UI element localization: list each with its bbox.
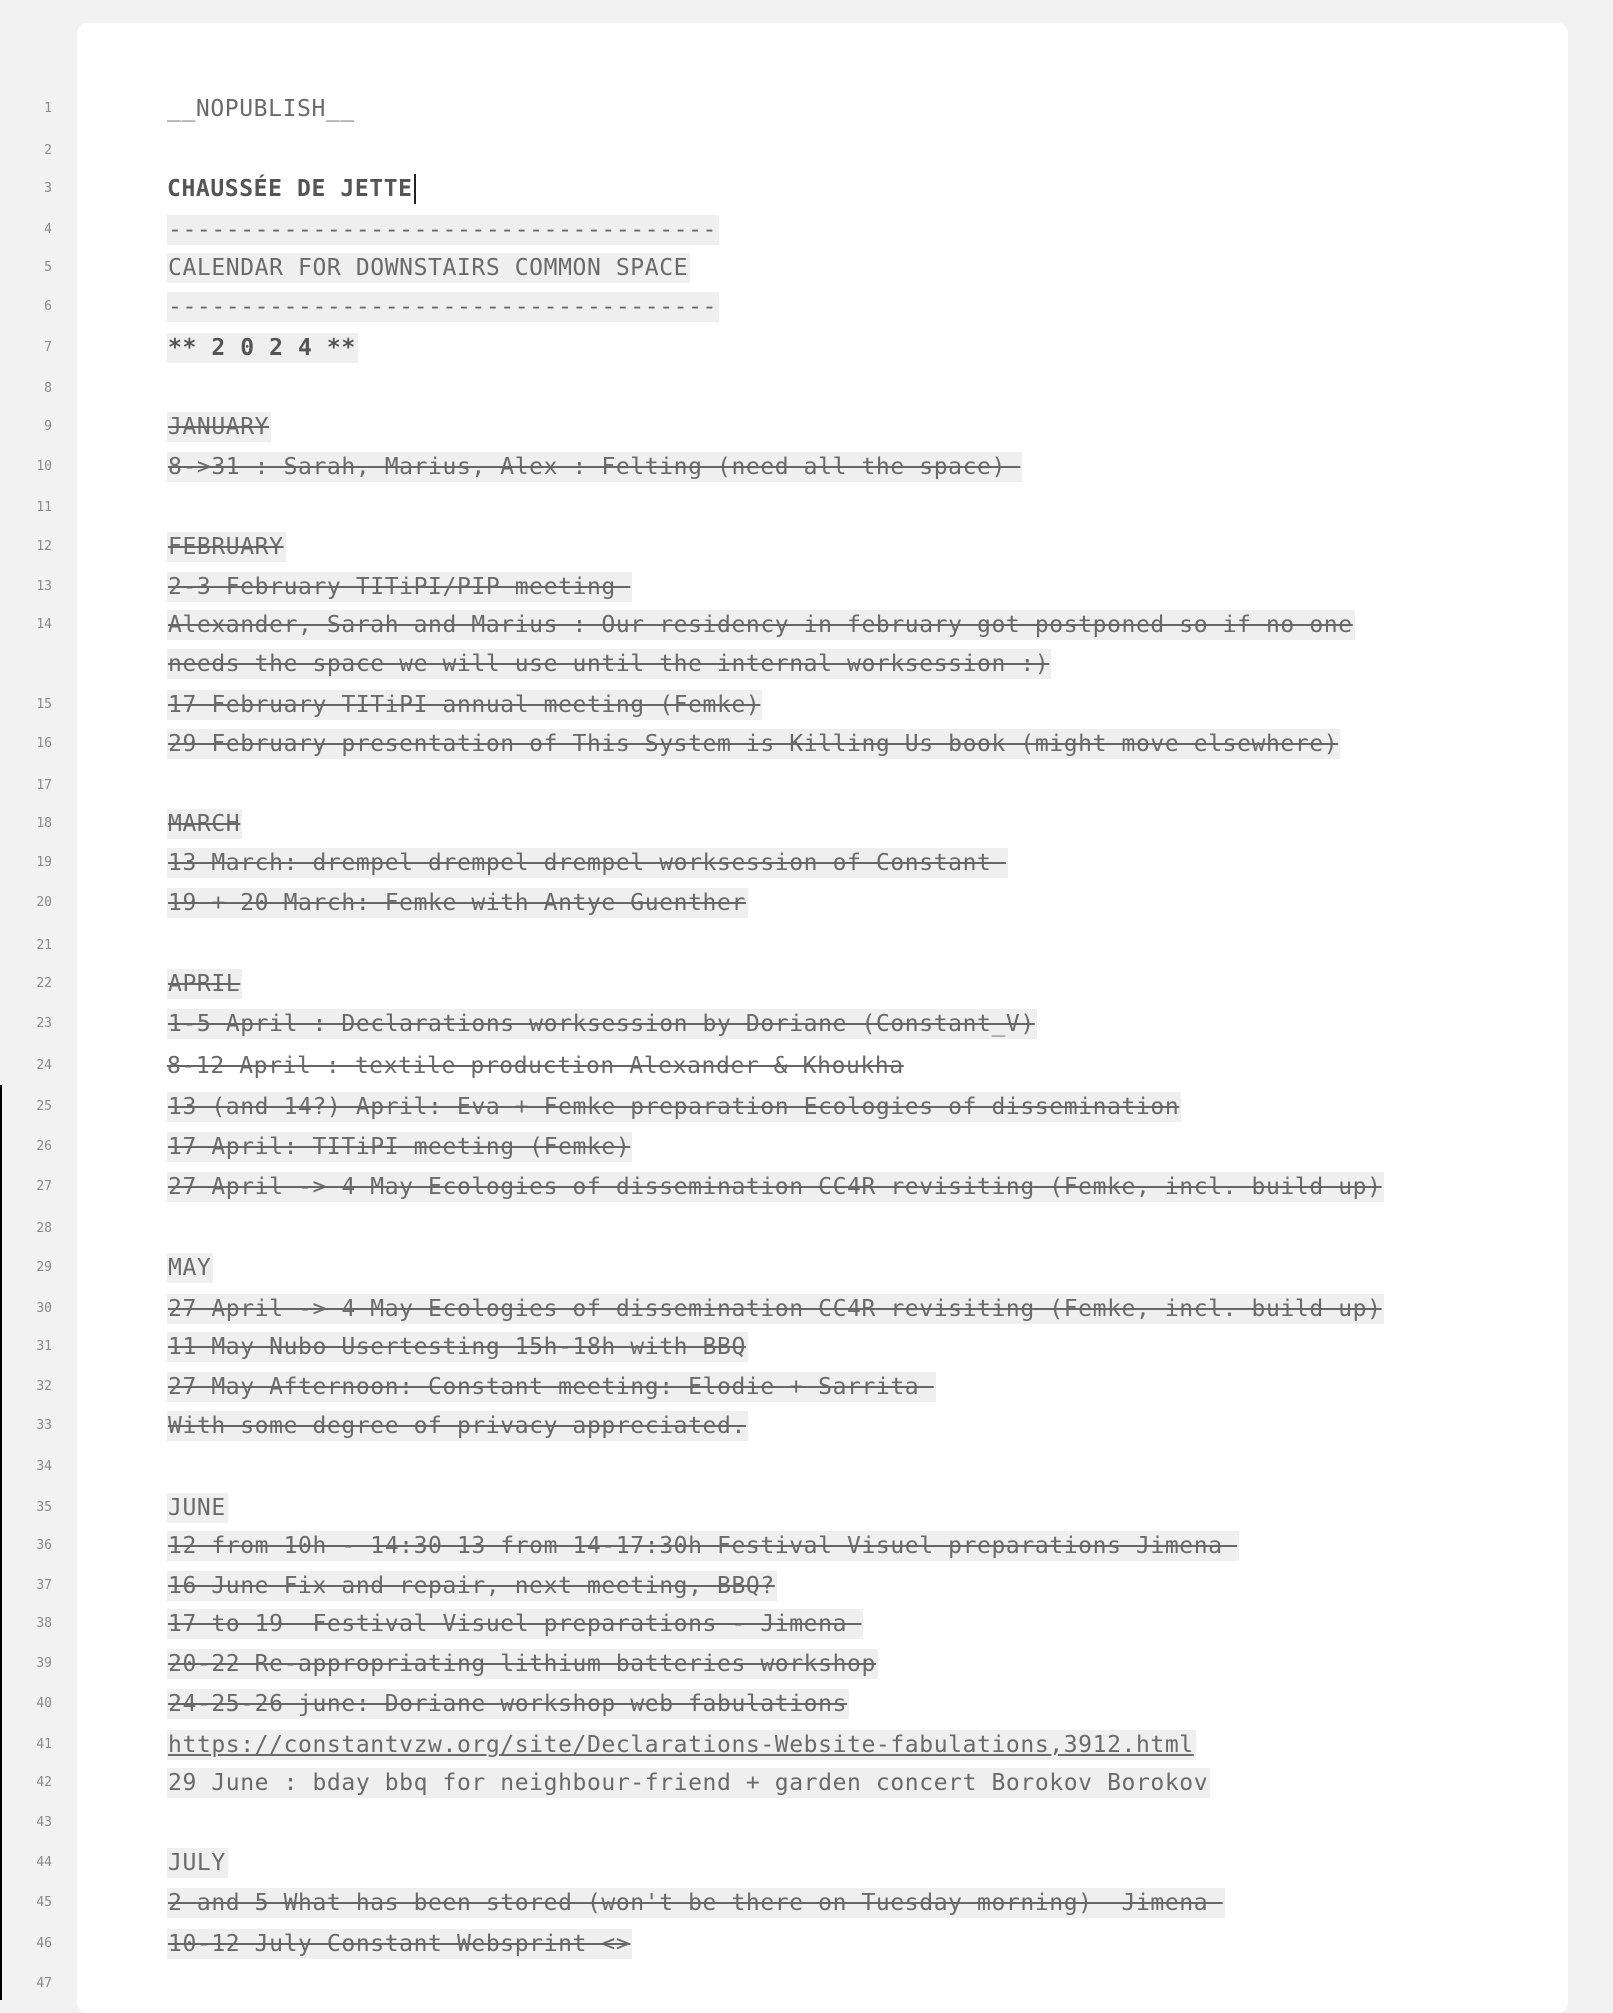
editor-line[interactable] <box>0 328 1613 368</box>
line-number: 38 <box>36 1616 52 1631</box>
line-text: -------------------------------------- <box>168 217 717 243</box>
line-text: JANUARY <box>168 414 270 440</box>
line-text: 29 February presentation of This System is Killing Us book (might move elsewhere) <box>168 731 1339 757</box>
line-number: 2 <box>44 143 52 158</box>
editor-line[interactable] <box>0 1644 1613 1684</box>
editor-line[interactable] <box>0 407 1613 447</box>
line-text: CALENDAR FOR DOWNSTAIRS COMMON SPACE <box>168 255 689 281</box>
editor-line[interactable] <box>0 883 1613 923</box>
line-text: 8->31 : Sarah, Marius, Alex : Felting (need all the space) <box>168 454 1021 480</box>
editor-line[interactable] <box>0 1763 1613 1803</box>
editor-line[interactable] <box>0 1127 1613 1167</box>
line-number: 10 <box>36 459 52 474</box>
line-number: 32 <box>36 1379 52 1394</box>
line-number: 13 <box>36 579 52 594</box>
editor-line[interactable] <box>0 1248 1613 1288</box>
line-number: 31 <box>36 1339 52 1354</box>
editor-line[interactable] <box>0 1684 1613 1724</box>
line-number: 46 <box>36 1936 52 1951</box>
editor-line[interactable] <box>0 685 1613 725</box>
editor-line[interactable] <box>0 1367 1613 1407</box>
editor-line[interactable] <box>0 287 1613 327</box>
editor-line[interactable] <box>0 447 1613 487</box>
line-number: 4 <box>44 222 52 237</box>
line-number: 25 <box>36 1099 52 1114</box>
line-number: 27 <box>36 1179 52 1194</box>
line-text: CHAUSSÉE DE JETTE <box>167 174 416 204</box>
editor-line[interactable] <box>0 1046 1613 1086</box>
line-number: 29 <box>36 1260 52 1275</box>
line-text: __NOPUBLISH__ <box>167 96 355 122</box>
line-text: 27 April -> 4 May Ecologies of dissemination CC4R revisiting (Femke, incl. build up) <box>168 1174 1382 1200</box>
line-number: 9 <box>44 419 52 434</box>
line-text: 10-12 July Constant Websprint <> <box>168 1931 631 1957</box>
line-text: 17 February TITiPI annual meeting (Femke) <box>168 692 761 718</box>
line-number: 44 <box>36 1855 52 1870</box>
editor-line[interactable] <box>0 1406 1613 1446</box>
editor-line[interactable] <box>0 1803 1613 1843</box>
editor-line[interactable] <box>0 1447 1613 1487</box>
line-number: 22 <box>36 976 52 991</box>
editor-line[interactable] <box>0 1604 1613 1644</box>
editor-line[interactable] <box>0 1327 1613 1367</box>
line-number: 30 <box>36 1301 52 1316</box>
editor-line[interactable] <box>0 926 1613 966</box>
editor-line[interactable] <box>0 605 1613 645</box>
line-text: ** 2 0 2 4 ** <box>168 335 356 361</box>
line-number: 39 <box>36 1656 52 1671</box>
line-text: 16 June Fix and repair, next meeting, BBQ? <box>168 1573 775 1599</box>
line-text: 2-3 February TITiPI/PIP meeting <box>168 574 631 600</box>
line-text: JULY <box>168 1850 226 1876</box>
editor-line[interactable] <box>0 131 1613 171</box>
line-text: 13 (and 14?) April: Eva + Femke preparation Ecologies of dissemination <box>168 1094 1180 1120</box>
line-number: 24 <box>36 1058 52 1073</box>
editor-line[interactable] <box>0 1843 1613 1883</box>
editor-line[interactable] <box>0 1725 1613 1765</box>
line-number: 11 <box>36 500 52 515</box>
editor-line[interactable] <box>0 210 1613 250</box>
line-text: 29 June : bday bbq for neighbour-friend + garden concert Borokov Borokov <box>168 1770 1209 1796</box>
editor-line[interactable] <box>0 1004 1613 1044</box>
editor-line[interactable] <box>0 843 1613 883</box>
editor-line[interactable] <box>0 1883 1613 1923</box>
line-number: 47 <box>36 1976 52 1991</box>
editor-line[interactable] <box>0 1924 1613 1964</box>
line-text: APRIL <box>168 971 241 997</box>
line-text: FEBRUARY <box>168 534 284 560</box>
line-number: 17 <box>36 778 52 793</box>
line-text: MAY <box>168 1255 212 1281</box>
editor-line[interactable] <box>0 1964 1613 2004</box>
line-number: 45 <box>36 1895 52 1910</box>
line-number: 34 <box>36 1459 52 1474</box>
line-link[interactable]: https://constantvzw.org/site/Declarations-Website-fabulations,3912.html <box>168 1732 1194 1758</box>
editor-line[interactable] <box>0 964 1613 1004</box>
line-text: 13 March: drempel drempel drempel worksession of Constant <box>168 850 1006 876</box>
line-text: 2 and 5 What has been stored (won't be there on Tuesday morning) Jimena <box>168 1890 1223 1916</box>
editor-line[interactable] <box>0 169 1613 209</box>
line-number: 23 <box>36 1016 52 1031</box>
text-cursor <box>414 174 416 204</box>
line-text: 19 + 20 March: Femke with Antye Guenther <box>168 890 746 916</box>
line-number: 40 <box>36 1696 52 1711</box>
line-number: 37 <box>36 1578 52 1593</box>
line-number: 21 <box>36 938 52 953</box>
editor-line[interactable] <box>0 89 1613 129</box>
line-number: 5 <box>44 260 52 275</box>
line-text: MARCH <box>168 811 241 837</box>
line-text: 1-5 April : Declarations worksession by Doriane (Constant_V) <box>168 1011 1035 1037</box>
line-number: 35 <box>36 1500 52 1515</box>
line-number: 16 <box>36 736 52 751</box>
line-text: 12 from 10h - 14:30 13 from 14-17:30h Festival Visuel preparations Jimena <box>168 1533 1238 1559</box>
editor-line[interactable] <box>0 1167 1613 1207</box>
line-number: 28 <box>36 1221 52 1236</box>
editor-line[interactable] <box>0 248 1613 288</box>
line-text: 17 April: TITiPI meeting (Femke) <box>168 1134 631 1160</box>
editor-line[interactable] <box>0 1289 1613 1329</box>
line-text: 24-25-26 june: Doriane workshop web fabulations <box>168 1691 848 1717</box>
line-text: needs the space we will use until the internal worksession :) <box>168 651 1050 677</box>
editor-line[interactable] <box>0 644 1613 684</box>
editor-line[interactable] <box>0 1526 1613 1566</box>
editor-line[interactable] <box>0 724 1613 764</box>
line-number: 7 <box>44 340 52 355</box>
line-number: 20 <box>36 895 52 910</box>
editor-line[interactable] <box>0 369 1613 409</box>
line-text: 17 to 19 Festival Visuel preparations - Jimena <box>168 1611 862 1637</box>
editor-line[interactable] <box>0 488 1613 528</box>
line-text: 20-22 Re-appropriating lithium batteries workshop <box>168 1651 876 1677</box>
line-number: 42 <box>36 1775 52 1790</box>
editor-line[interactable] <box>0 567 1613 607</box>
line-number: 6 <box>44 299 52 314</box>
editor-line[interactable] <box>0 1566 1613 1606</box>
line-number: 26 <box>36 1139 52 1154</box>
editor-line[interactable] <box>0 804 1613 844</box>
line-number: 18 <box>36 816 52 831</box>
line-text: 11 May Nubo Usertesting 15h-18h with BBQ <box>168 1334 746 1360</box>
line-text: With some degree of privacy appreciated. <box>168 1413 746 1439</box>
line-number: 19 <box>36 855 52 870</box>
line-number: 12 <box>36 539 52 554</box>
line-number: 41 <box>36 1737 52 1752</box>
editor-line[interactable] <box>0 1209 1613 1249</box>
line-number: 43 <box>36 1815 52 1830</box>
editor-line[interactable] <box>0 1488 1613 1528</box>
line-number: 14 <box>36 617 52 632</box>
editor-line[interactable] <box>0 527 1613 567</box>
line-number: 33 <box>36 1418 52 1433</box>
editor-line[interactable] <box>0 766 1613 806</box>
editor-line[interactable] <box>0 1087 1613 1127</box>
line-number: 8 <box>44 381 52 396</box>
line-number: 3 <box>44 181 52 196</box>
line-text: JUNE <box>168 1495 226 1521</box>
line-number: 15 <box>36 697 52 712</box>
line-text: 8-12 April : textile production Alexander & Khoukha <box>167 1053 904 1079</box>
line-number: 36 <box>36 1538 52 1553</box>
line-text: 27 April -> 4 May Ecologies of dissemination CC4R revisiting (Femke, incl. build up) <box>168 1296 1382 1322</box>
line-text: -------------------------------------- <box>168 294 717 320</box>
line-text: Alexander, Sarah and Marius : Our residency in february got postponed so if no one <box>168 612 1353 638</box>
line-text: 27 May Afternoon: Constant meeting: Elodie + Sarrita <box>168 1374 934 1400</box>
line-number: 1 <box>44 101 52 116</box>
